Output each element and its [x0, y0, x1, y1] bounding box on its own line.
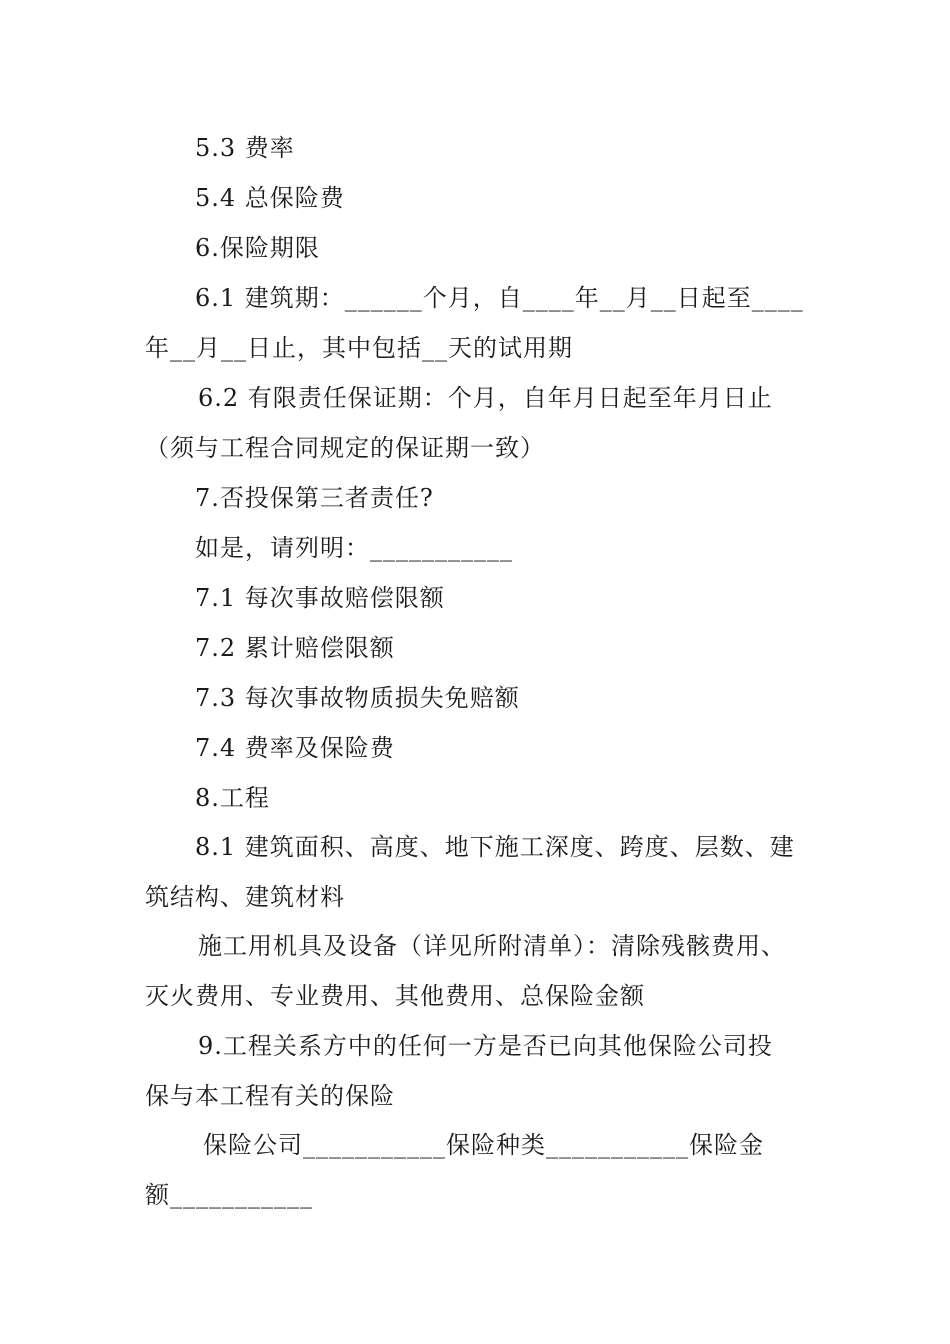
line-5-3: 5.3 费率: [195, 134, 295, 162]
line-7-4: 7.4 费率及保险费: [195, 734, 395, 762]
line-insurance-amount: 额___________: [145, 1181, 313, 1209]
line-8: 8.工程: [195, 784, 270, 812]
line-9-cont: 保与本工程有关的保险: [145, 1082, 395, 1110]
line-9: 9.工程关系方中的任何一方是否已向其他保险公司投: [198, 1032, 773, 1060]
line-equipment-cont: 灭火费用、专业费用、其他费用、总保险金额: [145, 982, 645, 1010]
line-7-list: 如是，请列明：___________: [195, 534, 513, 562]
line-6-2-cont: （须与工程合同规定的保证期一致）: [145, 434, 545, 462]
line-insurance-fields: 保险公司___________保险种类___________保险金: [203, 1131, 764, 1159]
line-6-1: 6.1 建筑期：______个月，自____年__月__日起至____: [195, 284, 804, 312]
line-7-2: 7.2 累计赔偿限额: [195, 634, 395, 662]
line-6-2: 6.2 有限责任保证期：个月，自年月日起至年月日止: [198, 384, 773, 412]
line-6-1-cont: 年__月__日止，其中包括__天的试用期: [145, 334, 573, 362]
line-6: 6.保险期限: [195, 234, 320, 262]
line-7-1: 7.1 每次事故赔偿限额: [195, 584, 445, 612]
line-7: 7.否投保第三者责任?: [195, 484, 434, 512]
line-8-1: 8.1 建筑面积、高度、地下施工深度、跨度、层数、建: [195, 833, 795, 861]
line-8-1-cont: 筑结构、建筑材料: [145, 883, 345, 911]
line-7-3: 7.3 每次事故物质损失免赔额: [195, 684, 520, 712]
line-5-4: 5.4 总保险费: [195, 184, 345, 212]
line-equipment: 施工用机具及设备（详见所附清单）：清除残骸费用、: [198, 932, 786, 960]
